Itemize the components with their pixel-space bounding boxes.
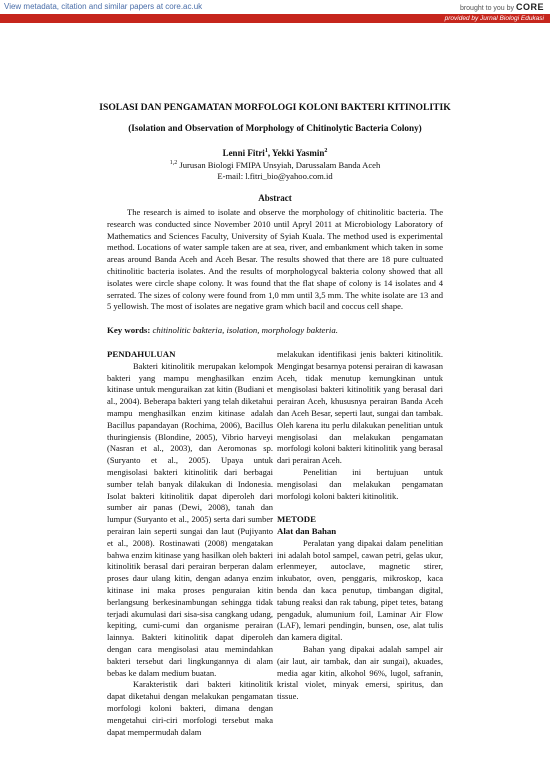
right-column (277, 349, 443, 703)
keywords-label: Key words (107, 325, 148, 335)
author-1: Lenni Fitri (222, 148, 265, 158)
section-heading-metode: METODE (277, 514, 316, 525)
abstract-text: The research is aimed to isolate and observe the morphology of chitinolitic bacteria. The research was conducted since November 2010 until Apryl 2011 at Microbiology Laboratory of Mathematics and Sciences Faculty, University of Syiah Kuala. The method used is experimental method. Locations of water sample taken are at sea, river, and embankment which taken in some areas around Banda Aceh and Aceh Besar. The results showed that there are 18 pure cultuated chitinolitic bacteria isolates. And the results of morphologycal bakteria colony showed that all isolates were circle shape colony. It was found that the flat shape of colony is 14 isolates and 4 serrated. The sizes of colony were found from 1,0 mm until 3,5 mm. The white isolate are 13 and 5 yellowish. The most of isolates are negative gram which bacil and coccus cell shape. (107, 207, 443, 312)
authors (0, 148, 550, 158)
author-1-sup: 1 (264, 148, 268, 154)
affiliation (0, 160, 550, 170)
paragraph: Peralatan yang dipakai dalam penelitian ini adalah botol sampel, cawan petri, gelas ukur, erlenmeyer, autoclave, magnetic stirer, inkubator, oven, penggaris, mikroskop, kaca benda dan kaca penutup, timbangan digital, tabung reaksi dan rak tabung, pipet tetes, batang pengaduk, alumunium foil, Laminar Air Flow (LAF), lemari pendingin, bunsen, ose, alat tulis dan kamera digital. (277, 537, 443, 643)
keywords-text: chitinolitic bakteria, isolation, morphology bakteria. (152, 325, 338, 335)
paragraph: melakukan identifikasi jenis bakteri kitinolitik. Mengingat besarnya potensi perairan di kawasan Aceh, tidak menutup kemungkinan untuk mengisolasi bakteri kitinolitik yang berasal dari perairan Aceh, khususnya perairan Banda Aceh dan Aceh Besar, seperti laut, sungai dan tambak. Oleh karena itu perlu dilakukan penelitian untuk mengisolasi dan melakukan pengamatan morfologi koloni bakteri kitinolitik yang berasal dari perairan Aceh. (277, 349, 443, 466)
abstract-heading: Abstract (258, 193, 292, 203)
core-brand[interactable] (460, 2, 544, 12)
paragraph: Bahan yang dipakai adalah sampel air (air laut, air tambak, dan air sungai), akuades, media agar kitin, alkohol 96%, lugol, safranin, kristal violet, minyak emersi, spiritus, dan tissue. (277, 643, 443, 702)
top-bar (0, 0, 550, 14)
brought-to-you-text: brought to you by (459, 5, 515, 12)
author-2: , Yekki Yasmin (267, 148, 325, 158)
paragraph: Penelitian ini bertujuan untuk mengisolasi dan melakukan pengamatan morfologi koloni bakteri kitinolitik. (277, 466, 443, 501)
core-logo: CORE (515, 2, 544, 12)
author-email: E-mail: l.fitri_bio@yahoo.com.id (217, 171, 333, 181)
left-column (107, 349, 273, 738)
section-heading-pendahuluan: PENDAHULUAN (107, 349, 176, 359)
affiliation-sup: 1,2 (169, 160, 178, 167)
affiliation-text: Jurusan Biologi FMIPA Unsyiah, Darussalam Banda Aceh (179, 160, 381, 170)
paragraph: Bakteri kitinolitik merupakan kelompok bakteri yang mampu menghasilkan enzim kitinase untuk menguraikan zat kitin (Budiani et al., 2004). Beberapa bakteri yang telah diketahui mampu menghasilkan enzim kitinase adalah Bacillus papandayan (Rochima, 2006), Bacillus thuringiensis (Blondine, 2005), Vibrio harveyi (Nasran et al., 2003), dan Aeromonas sp. (Suryanto et al., 2005). Upaya untuk mengisolasi bakteri kitinolitik dari berbagai sumber telah banyak dilakukan di Indonesia. Isolat bakteri kitinolitik dapat diperoleh dari sumber air panas (Dewi, 2008), tanah dan lumpur (Suryanto et al., 2005) serta dari sumber perairan lain seperti sungai dan laut (Pujiyanto et al., 2008). Rostinawati (2008) mengatakan bahwa enzim kitinase yang hasilkan oleh bakteri kitinolitik berasal dari perairan berperan dalam proses daur ulang kitin, dengan adanya enzim kitinase ini maka proses penguraian kitin berlangsung berkesinambungan sehingga tidak terjadi akumulasi dari sisa-sisa cangkang udang, kepiting, cumi-cumi dan organisme perairan lainnya. Bakteri kitinolitik dapat diperoleh dengan cara mengisolasi atau memindahkan bakteri tersebut dari lingkungannya di alam bebas ke dalam medium buatan. (107, 360, 273, 678)
author-2-sup: 2 (324, 148, 328, 154)
paper-title: ISOLASI DAN PENGAMATAN MORFOLOGI KOLONI BAKTERI KITINOLITIK (99, 102, 451, 113)
keywords: Key words: chitinolitic bakteria, isolation, morphology bakteria. (107, 325, 338, 335)
provided-by-link[interactable]: provided by Jurnal Biologi Edukasi (444, 15, 544, 22)
paper-subtitle: (Isolation and Observation of Morphology of Chitinolytic Bacteria Colony) (128, 123, 422, 133)
paragraph: Karakteristik dari bakteri kitinolitik dapat diketahui dengan melakukan pengamatan morfologi koloni bakteri, dimana dengan mengetahui ciri-ciri morfologi tersebut maka dapat mempermudah dalam (107, 679, 273, 737)
subsection-heading-alat-bahan: Alat dan Bahan (277, 525, 337, 536)
provider-bar (0, 14, 550, 23)
core-metadata-link[interactable]: View metadata, citation and similar papers at core.ac.uk (4, 2, 203, 11)
